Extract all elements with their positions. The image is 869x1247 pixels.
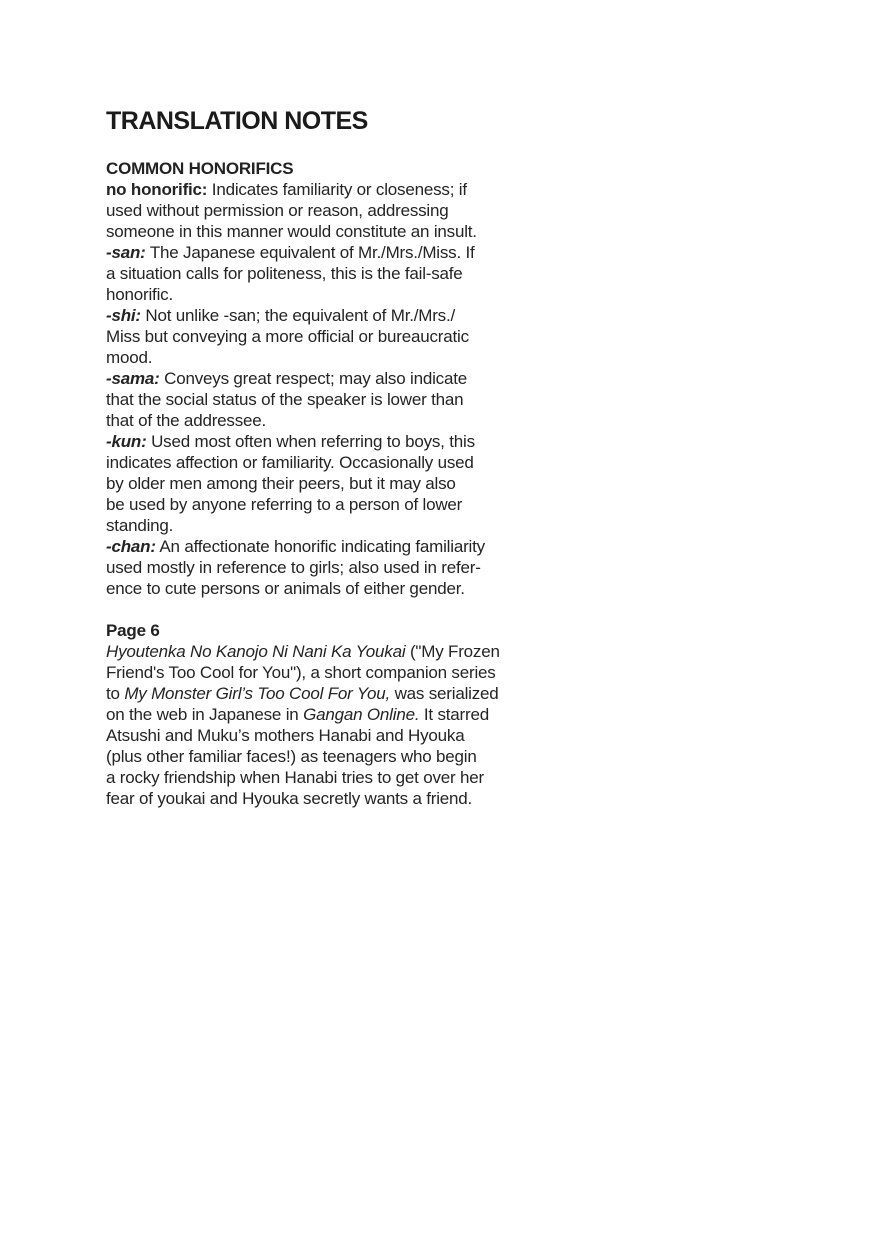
text-line: mood. bbox=[106, 348, 153, 367]
text-line: indicates affection or familiarity. Occasionally used bbox=[106, 453, 474, 472]
text-line: a situation calls for politeness, this is the fail-safe bbox=[106, 264, 463, 283]
section-heading: Page 6 bbox=[106, 621, 160, 640]
text-line: a rocky friendship when Hanabi tries to get over her bbox=[106, 768, 484, 787]
text-line: used mostly in reference to girls; also used in refer- bbox=[106, 558, 481, 577]
text-line: Atsushi and Muku’s mothers Hanabi and Hyouka bbox=[106, 726, 465, 745]
text-line: standing. bbox=[106, 516, 174, 535]
text-line: that of the addressee. bbox=[106, 411, 267, 430]
text-line: Hyoutenka No Kanojo Ni Nani Ka Youkai ("My Frozen bbox=[106, 642, 500, 661]
text-line: -kun: Used most often when referring to boys, this bbox=[106, 432, 475, 451]
text-line: no honorific: Indicates familiarity or closeness; if bbox=[106, 180, 467, 199]
text-line: to My Monster Girl’s Too Cool For You, was serialized bbox=[106, 684, 499, 703]
text-line: be used by anyone referring to a person of lower bbox=[106, 495, 463, 514]
section-common-honorifics bbox=[106, 158, 536, 599]
page-title: TRANSLATION NOTES bbox=[106, 107, 368, 135]
text-line: by older men among their peers, but it may also bbox=[106, 474, 456, 493]
text-line: -shi: Not unlike -san; the equivalent of Mr./Mrs./ bbox=[106, 306, 456, 325]
section-page-6 bbox=[106, 620, 536, 809]
section-body bbox=[106, 179, 536, 599]
section-body bbox=[106, 641, 536, 809]
page-content bbox=[106, 106, 536, 809]
text-line: honorific. bbox=[106, 285, 173, 304]
text-line: fear of youkai and Hyouka secretly wants a friend. bbox=[106, 789, 473, 808]
text-line: Friend's Too Cool for You"), a short companion series bbox=[106, 663, 496, 682]
text-line: (plus other familiar faces!) as teenagers who begin bbox=[106, 747, 477, 766]
text-line: used without permission or reason, addressing bbox=[106, 201, 449, 220]
section-heading: COMMON HONORIFICS bbox=[106, 159, 294, 178]
text-line: that the social status of the speaker is lower than bbox=[106, 390, 464, 409]
text-line: -sama: Conveys great respect; may also indicate bbox=[106, 369, 468, 388]
text-line: someone in this manner would constitute an insult. bbox=[106, 222, 477, 241]
text-line: ence to cute persons or animals of either gender. bbox=[106, 579, 465, 598]
text-line: -san: The Japanese equivalent of Mr./Mrs./Miss. If bbox=[106, 243, 475, 262]
text-line: on the web in Japanese in Gangan Online. It starred bbox=[106, 705, 489, 724]
text-line: Miss but conveying a more official or bureaucratic bbox=[106, 327, 469, 346]
text-line: -chan: An affectionate honorific indicating familiarity bbox=[106, 537, 485, 556]
